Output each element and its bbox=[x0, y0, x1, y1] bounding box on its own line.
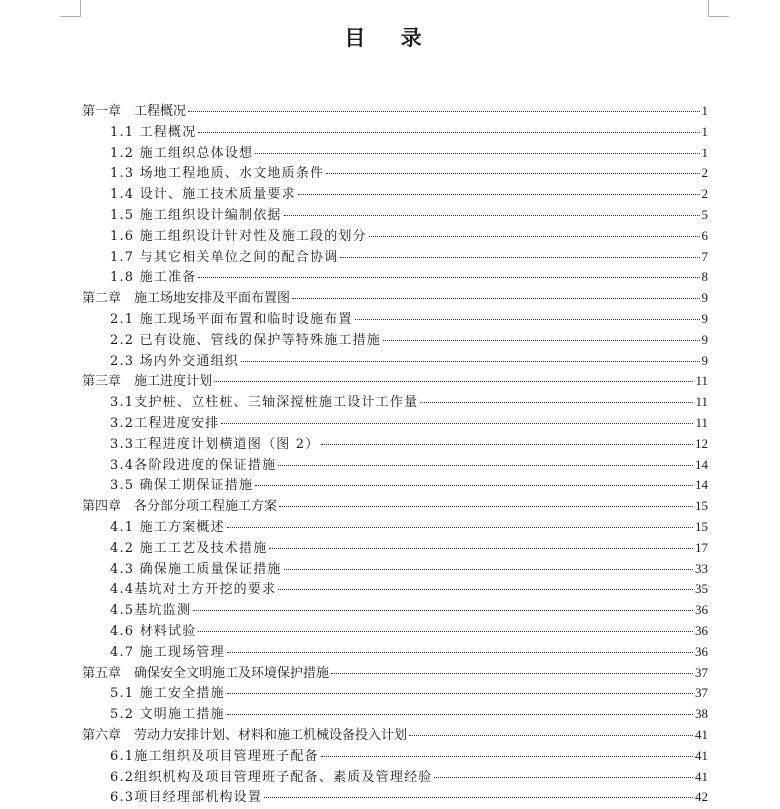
toc-page-number: 1 bbox=[701, 144, 708, 160]
toc-entry-text: 4.4基坑对土方开挖的要求 bbox=[110, 582, 277, 598]
toc-section-entry[interactable] bbox=[82, 621, 708, 642]
toc-dot-leader bbox=[278, 465, 693, 466]
toc-page-number: 11 bbox=[695, 373, 708, 389]
toc-entry-text: 5.1 施工安全措施 bbox=[110, 686, 225, 702]
toc-dot-leader bbox=[292, 298, 699, 299]
toc-dot-leader bbox=[340, 257, 699, 258]
toc-page-number: 9 bbox=[701, 352, 708, 368]
toc-section-entry[interactable] bbox=[82, 351, 708, 372]
toc-page-number: 33 bbox=[695, 560, 708, 576]
toc-dot-leader bbox=[193, 610, 693, 611]
toc-dot-leader bbox=[227, 527, 693, 528]
toc-dot-leader bbox=[369, 236, 700, 237]
toc-entry-text: 4.1 施工方案概述 bbox=[110, 519, 225, 535]
toc-page-number: 6 bbox=[701, 227, 708, 243]
toc-entry-text: 4.6 材料试验 bbox=[110, 623, 197, 639]
toc-chapter-entry[interactable] bbox=[82, 101, 708, 122]
toc-section-entry[interactable] bbox=[82, 434, 708, 455]
toc-dot-leader bbox=[221, 423, 693, 424]
toc-entry-text: 4.3 确保施工质量保证措施 bbox=[110, 561, 282, 577]
toc-page-number: 2 bbox=[701, 186, 708, 202]
toc-entry-text: 3.2工程进度安排 bbox=[110, 415, 220, 431]
toc-page-number: 37 bbox=[695, 664, 708, 680]
toc-section-entry[interactable] bbox=[82, 683, 708, 704]
toc-chapter-entry[interactable] bbox=[82, 496, 708, 517]
toc-entry-text: 1.7 与其它相关单位之间的配合协调 bbox=[110, 249, 339, 265]
toc-section-entry[interactable] bbox=[82, 600, 708, 621]
toc-page-number: 36 bbox=[695, 622, 708, 638]
toc-dot-leader bbox=[214, 381, 693, 382]
toc-dot-leader bbox=[227, 693, 693, 694]
toc-entry-text: 第五章 确保安全文明施工及环境保护措施 bbox=[82, 665, 330, 681]
toc-dot-leader bbox=[279, 506, 693, 507]
toc-entry-text: 6.2组织机构及项目管理班子配备、素质及管理经验 bbox=[110, 769, 433, 785]
toc-dot-leader bbox=[198, 132, 699, 133]
toc-section-entry[interactable] bbox=[82, 475, 708, 496]
toc-entry-text: 第六章 劳动力安排计划、材料和施工机械设备投入计划 bbox=[82, 727, 408, 743]
toc-page-number: 15 bbox=[695, 498, 708, 514]
toc-page-number: 9 bbox=[701, 290, 708, 306]
toc-entry-text: 3.5 确保工期保证措施 bbox=[110, 478, 254, 494]
page-corner-mark-left bbox=[60, 0, 81, 17]
toc-page-number: 14 bbox=[695, 477, 708, 493]
toc-page-number: 11 bbox=[695, 394, 708, 410]
toc-section-entry[interactable] bbox=[82, 163, 708, 184]
toc-section-entry[interactable] bbox=[82, 559, 708, 580]
toc-section-entry[interactable] bbox=[82, 517, 708, 538]
toc-page-number: 8 bbox=[701, 269, 708, 285]
toc-dot-leader bbox=[269, 548, 693, 549]
toc-entry-text: 1.8 施工准备 bbox=[110, 270, 197, 286]
toc-entry-text: 1.3 场地工程地质、水文地质条件 bbox=[110, 166, 325, 182]
toc-page-number: 36 bbox=[695, 643, 708, 659]
toc-entry-text: 2.3 场内外交通组织 bbox=[110, 353, 240, 369]
toc-page-number: 1 bbox=[701, 123, 708, 139]
toc-page-number: 17 bbox=[695, 539, 708, 555]
toc-chapter-entry[interactable] bbox=[82, 663, 708, 684]
toc-entry-text: 4.5基坑监测 bbox=[110, 603, 192, 619]
toc-dot-leader bbox=[227, 652, 693, 653]
toc-section-entry[interactable] bbox=[82, 392, 708, 413]
toc-chapter-entry[interactable] bbox=[82, 288, 708, 309]
toc-dot-leader bbox=[241, 361, 699, 362]
toc-section-entry[interactable] bbox=[82, 330, 708, 351]
toc-entry-text: 3.3工程进度计划横道图（图 2） bbox=[110, 436, 320, 452]
toc-chapter-entry[interactable] bbox=[82, 725, 708, 746]
toc-section-entry[interactable] bbox=[82, 184, 708, 205]
toc-dot-leader bbox=[255, 485, 693, 486]
toc-section-entry[interactable] bbox=[82, 704, 708, 725]
toc-entry-text: 2.1 施工现场平面布置和临时设施布置 bbox=[110, 311, 353, 327]
toc-section-entry[interactable] bbox=[82, 267, 708, 288]
toc-page-number: 11 bbox=[695, 414, 708, 430]
toc-page-number: 9 bbox=[701, 331, 708, 347]
toc-dot-leader bbox=[326, 173, 699, 174]
toc-entry-text: 5.2 文明施工措施 bbox=[110, 707, 225, 723]
toc-entry-text: 1.6 施工组织设计针对性及施工段的划分 bbox=[110, 228, 367, 244]
toc-entry-text: 6.1施工组织及项目管理班子配备 bbox=[110, 748, 319, 764]
toc-entry-text: 2.2 已有设施、管线的保护等特殊施工措施 bbox=[110, 332, 382, 348]
toc-dot-leader bbox=[255, 153, 699, 154]
toc-dot-leader bbox=[198, 631, 693, 632]
toc-entry-text: 1.4 设计、施工技术质量要求 bbox=[110, 187, 296, 203]
toc-entry-text: 4.2 施工工艺及技术措施 bbox=[110, 540, 268, 556]
toc-dot-leader bbox=[383, 340, 699, 341]
toc-dot-leader bbox=[331, 673, 693, 674]
toc-dot-leader bbox=[227, 714, 693, 715]
toc-dot-leader bbox=[321, 444, 693, 445]
toc-section-entry[interactable] bbox=[82, 226, 708, 247]
toc-page-number: 41 bbox=[695, 726, 708, 742]
toc-dot-leader bbox=[409, 735, 693, 736]
toc-chapter-entry[interactable] bbox=[82, 371, 708, 392]
toc-page-number: 2 bbox=[701, 165, 708, 181]
toc-page-number: 14 bbox=[695, 456, 708, 472]
toc-page-number: 12 bbox=[695, 435, 708, 451]
toc-entry-text: 1.1 工程概况 bbox=[110, 124, 197, 140]
toc-page-number: 1 bbox=[701, 103, 708, 118]
toc-page-number: 5 bbox=[701, 206, 708, 222]
toc-section-entry[interactable] bbox=[82, 309, 708, 330]
toc-section-entry[interactable] bbox=[82, 579, 708, 600]
toc-dot-leader bbox=[284, 215, 700, 216]
toc-section-entry[interactable] bbox=[82, 122, 708, 143]
toc-page-number: 15 bbox=[695, 518, 708, 534]
toc-entry-text: 1.2 施工组织总体设想 bbox=[110, 145, 254, 161]
toc-dot-leader bbox=[321, 756, 693, 757]
toc-page-number: 41 bbox=[695, 747, 708, 763]
toc-entry-text: 1.5 施工组织设计编制依据 bbox=[110, 207, 282, 223]
toc-dot-leader bbox=[188, 111, 699, 112]
toc-dot-leader bbox=[284, 569, 693, 570]
toc-dot-leader bbox=[264, 797, 693, 798]
toc-page-number: 35 bbox=[695, 581, 708, 597]
toc-dot-leader bbox=[355, 319, 700, 320]
toc-page-number: 38 bbox=[695, 706, 708, 722]
toc-entry-text: 第二章 施工场地安排及平面布置图 bbox=[82, 291, 291, 307]
toc-dot-leader bbox=[198, 277, 699, 278]
toc-section-entry[interactable] bbox=[82, 746, 708, 767]
toc-dot-leader bbox=[420, 402, 693, 403]
toc-section-entry[interactable] bbox=[82, 767, 708, 788]
toc-section-entry[interactable] bbox=[82, 413, 708, 434]
toc-entry-text: 第三章 施工进度计划 bbox=[82, 374, 213, 390]
toc-page-number: 42 bbox=[695, 789, 708, 805]
toc-page-number: 37 bbox=[695, 685, 708, 701]
toc-entry-text: 第一章 工程概况 bbox=[82, 104, 187, 119]
toc-section-entry[interactable] bbox=[82, 205, 708, 226]
toc-title: 目 录 bbox=[344, 25, 436, 50]
toc-page-number: 9 bbox=[701, 310, 708, 326]
table-of-contents bbox=[82, 101, 708, 808]
toc-page-number: 41 bbox=[695, 768, 708, 784]
toc-dot-leader bbox=[434, 777, 693, 778]
toc-dot-leader bbox=[298, 194, 700, 195]
page-corner-mark-right bbox=[708, 0, 729, 17]
toc-entry-text: 第四章 各分部分项工程施工方案 bbox=[82, 499, 278, 515]
toc-page-number: 7 bbox=[701, 248, 708, 264]
toc-entry-text: 3.4各阶段进度的保证措施 bbox=[110, 457, 277, 473]
toc-page-number: 36 bbox=[695, 602, 708, 618]
toc-section-entry[interactable] bbox=[82, 642, 708, 663]
toc-entry-text: 4.7 施工现场管理 bbox=[110, 644, 225, 660]
toc-section-entry[interactable] bbox=[82, 143, 708, 164]
toc-entry-text: 6.3项目经理部机构设置 bbox=[110, 790, 263, 806]
toc-section-entry[interactable] bbox=[82, 455, 708, 476]
toc-dot-leader bbox=[278, 589, 693, 590]
toc-section-entry[interactable] bbox=[82, 247, 708, 268]
toc-entry-text: 3.1支护桩、立柱桩、三轴深搅桩施工设计工作量 bbox=[110, 395, 419, 411]
toc-section-entry[interactable] bbox=[82, 538, 708, 559]
toc-section-entry[interactable] bbox=[82, 787, 708, 808]
